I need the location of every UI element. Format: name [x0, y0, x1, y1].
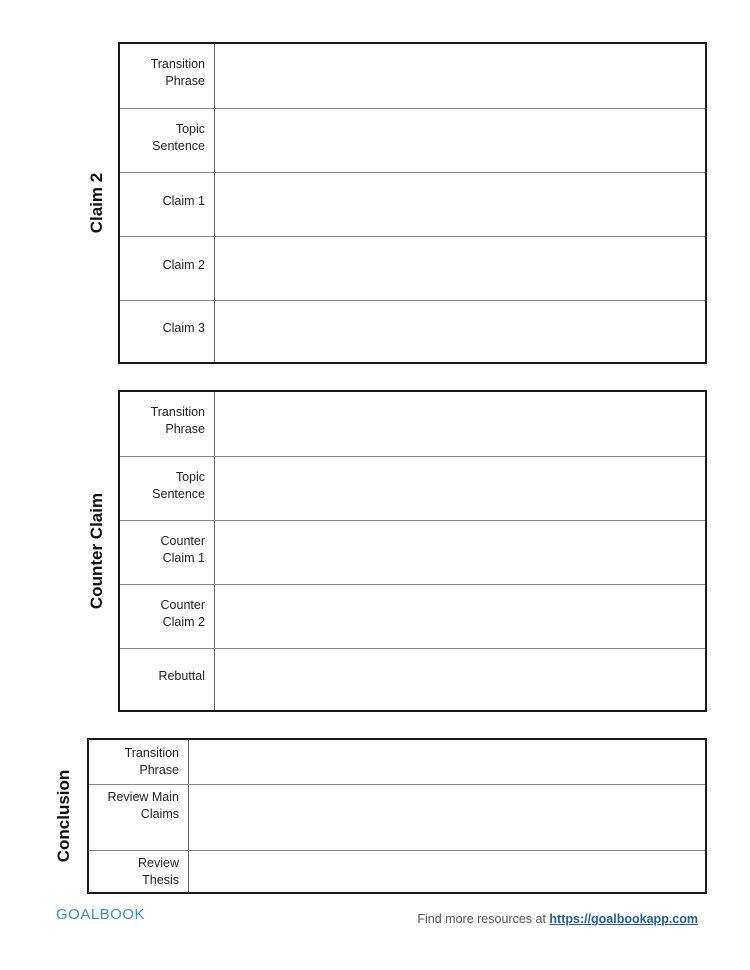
answer-cell[interactable]	[215, 237, 705, 300]
table-row	[120, 648, 705, 710]
answer-cell[interactable]	[215, 521, 705, 584]
answer-cell[interactable]	[215, 301, 705, 362]
section-title-claim-2: Claim 2	[87, 172, 106, 234]
counter-claim-table	[118, 390, 707, 712]
conclusion-table	[87, 738, 707, 894]
answer-cell[interactable]	[215, 457, 705, 520]
table-row	[120, 584, 705, 648]
answer-cell[interactable]	[189, 785, 705, 850]
section-title-counter-claim: Counter Claim	[87, 492, 106, 610]
section-title-conclusion: Conclusion	[54, 769, 73, 863]
answer-cell[interactable]	[215, 585, 705, 648]
row-label: Claim 1	[120, 173, 215, 236]
footer-text	[417, 912, 698, 926]
footer-prefix: Find more resources at	[417, 912, 550, 926]
answer-cell[interactable]	[215, 173, 705, 236]
row-label: Rebuttal	[120, 649, 215, 710]
claim-2-table	[118, 42, 707, 364]
table-row	[120, 456, 705, 520]
answer-cell[interactable]	[215, 44, 705, 108]
row-label: Transition Phrase	[120, 44, 215, 108]
table-row	[120, 44, 705, 108]
row-label: Claim 2	[120, 237, 215, 300]
table-row	[120, 172, 705, 236]
table-row	[120, 392, 705, 456]
row-label: Topic Sentence	[120, 109, 215, 172]
table-row	[120, 300, 705, 362]
goalbook-link[interactable]: https://goalbookapp.com	[549, 912, 698, 926]
row-label: Counter Claim 1	[120, 521, 215, 584]
row-label: Topic Sentence	[120, 457, 215, 520]
answer-cell[interactable]	[215, 392, 705, 456]
row-label: Counter Claim 2	[120, 585, 215, 648]
answer-cell[interactable]	[215, 109, 705, 172]
row-label: Transition Phrase	[120, 392, 215, 456]
table-row	[89, 850, 705, 892]
table-row	[120, 108, 705, 172]
table-row	[120, 236, 705, 300]
goalbook-logo: GOALBOOK	[56, 906, 146, 923]
answer-cell[interactable]	[189, 740, 705, 784]
row-label: Review Main Claims	[89, 785, 189, 850]
row-label: Claim 3	[120, 301, 215, 362]
table-row	[120, 520, 705, 584]
answer-cell[interactable]	[215, 649, 705, 710]
answer-cell[interactable]	[189, 851, 705, 892]
row-label: Transition Phrase	[89, 740, 189, 784]
table-row	[89, 740, 705, 784]
table-row	[89, 784, 705, 850]
row-label: Review Thesis	[89, 851, 189, 892]
